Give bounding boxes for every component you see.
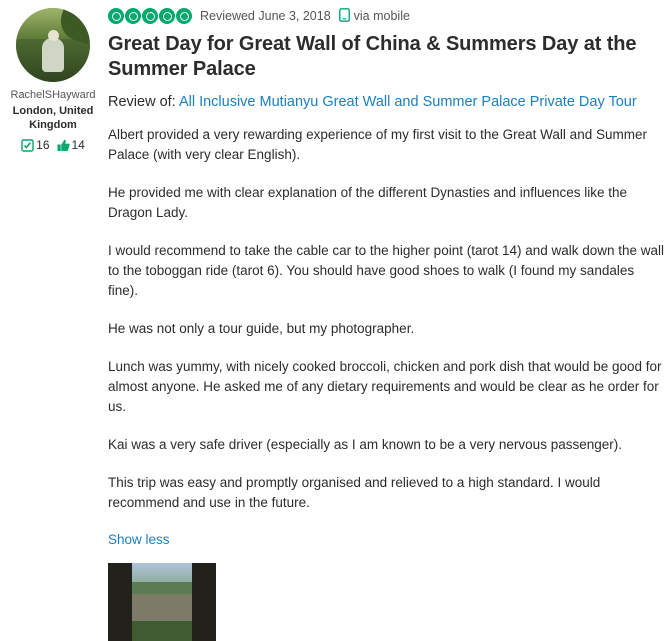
avatar-person-body bbox=[42, 38, 64, 72]
rating-bubble-5 bbox=[176, 8, 192, 24]
review-body bbox=[108, 125, 667, 513]
review-date: Reviewed June 3, 2018 bbox=[200, 9, 331, 23]
review-paragraph: This trip was easy and promptly organised and relieved to a high standard. I would recommend and use in the future. bbox=[108, 475, 601, 510]
review-content-column bbox=[100, 6, 671, 641]
review-of-line bbox=[108, 92, 667, 113]
review-paragraph: He was not only a tour guide, but my photographer. bbox=[108, 321, 415, 336]
photo-archway-left bbox=[108, 563, 132, 641]
review-photo-thumbnail[interactable] bbox=[108, 563, 216, 641]
thumbs-up-icon bbox=[57, 139, 70, 152]
author-badges bbox=[6, 138, 100, 152]
author-location: London, United Kingdom bbox=[12, 105, 94, 131]
rating-bubbles bbox=[108, 8, 192, 24]
review-paragraph: I would recommend to take the cable car to the higher point (tarot 14) and walk down the wall to the toboggan ride (tarot 6). You should have good shoes to walk (I found my sandales fine). bbox=[108, 243, 665, 298]
rating-bubble-4 bbox=[159, 8, 175, 24]
review-title[interactable]: Great Day for Great Wall of China & Summers Day at the Summer Palace bbox=[108, 33, 637, 80]
review-note-icon bbox=[21, 139, 34, 152]
review-paragraph: He provided me with clear explanation of the different Dynasties and influences like the Dragon Lady. bbox=[108, 185, 628, 220]
rating-bubble-3 bbox=[142, 8, 158, 24]
avatar[interactable] bbox=[16, 8, 90, 82]
helpful-votes-value: 14 bbox=[71, 138, 85, 152]
product-link[interactable]: All Inclusive Mutianyu Great Wall and Summer Palace Private Day Tour bbox=[178, 94, 637, 110]
reviews-count-value: 16 bbox=[36, 138, 50, 152]
photo-foliage-region bbox=[132, 621, 192, 641]
review-paragraph: Lunch was yummy, with nicely cooked broccoli, chicken and pork dish that would be good for almost anyone. He asked me of any dietary requirements and would be clear as he order for us. bbox=[108, 359, 662, 414]
via-mobile-label: via mobile bbox=[353, 9, 410, 23]
review-of-label: Review of: bbox=[108, 94, 176, 110]
rating-bubble-1 bbox=[108, 8, 124, 24]
avatar-person-head bbox=[48, 30, 59, 41]
mobile-phone-icon bbox=[339, 8, 350, 25]
review-paragraph: Albert provided a very rewarding experience of my first visit to the Great Wall and Summer Palace (with very clear English). bbox=[108, 127, 647, 162]
helpful-votes-badge bbox=[57, 138, 85, 152]
photo-archway-right bbox=[192, 563, 216, 641]
review-meta-row bbox=[108, 6, 667, 26]
review-photo-strip bbox=[108, 563, 667, 641]
show-less-link[interactable]: Show less bbox=[108, 532, 170, 547]
author-username[interactable]: RachelSHayward bbox=[10, 89, 96, 101]
review-paragraph: Kai was a very safe driver (especially as I am known to be a very nervous passenger). bbox=[108, 437, 622, 452]
review-author-column bbox=[0, 6, 100, 641]
via-mobile-indicator bbox=[339, 8, 410, 25]
rating-bubble-2 bbox=[125, 8, 141, 24]
reviews-count-badge bbox=[21, 138, 49, 152]
